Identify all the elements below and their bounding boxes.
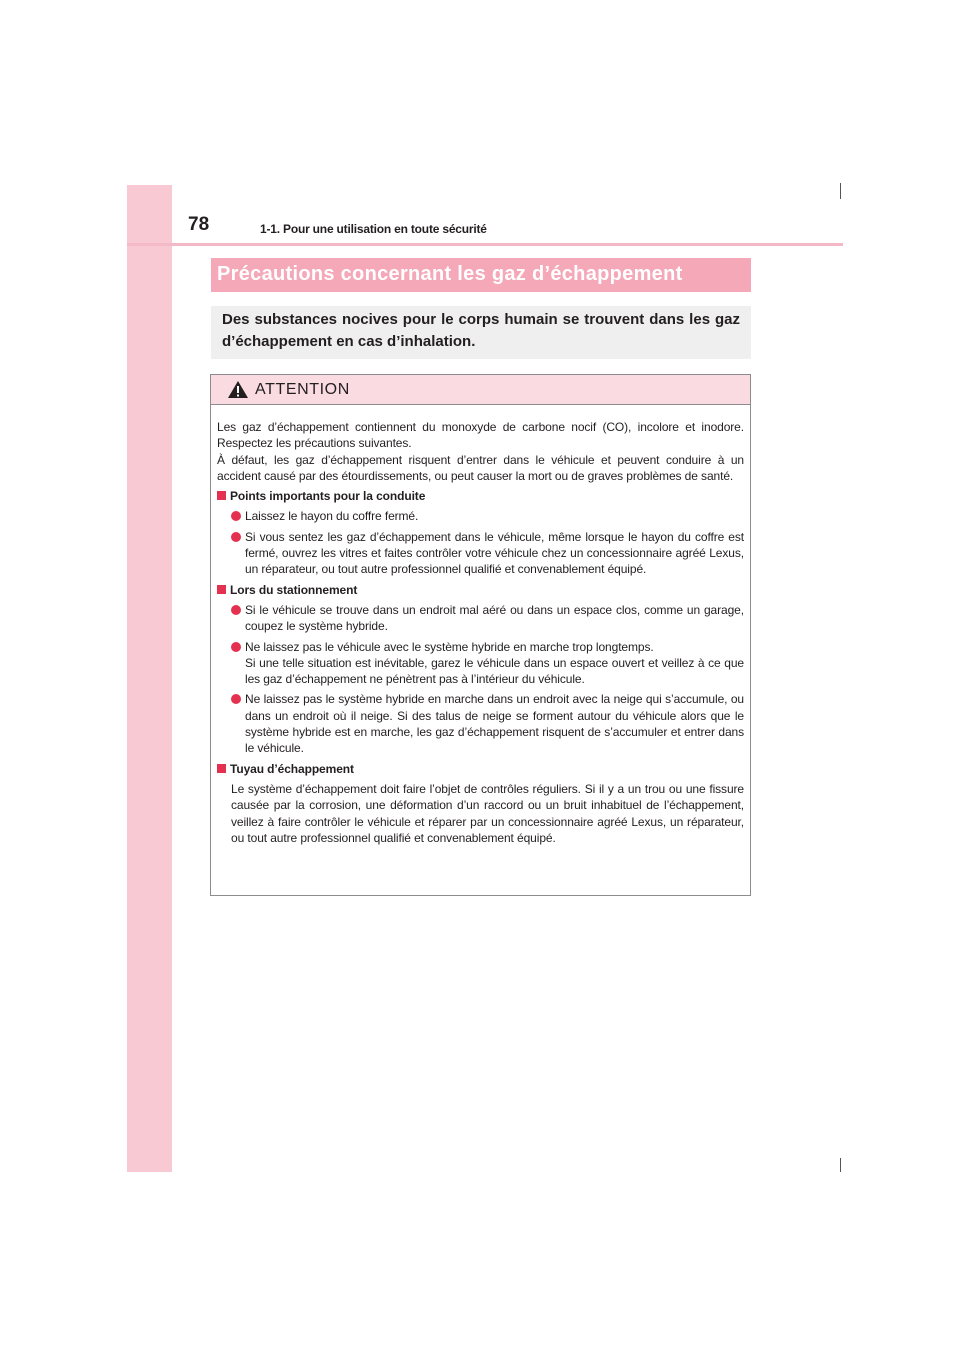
square-bullet-icon bbox=[217, 585, 226, 594]
warning-header bbox=[211, 375, 750, 405]
page-number: 78 bbox=[188, 214, 210, 235]
square-bullet-icon bbox=[217, 491, 226, 500]
crop-mark-top bbox=[840, 183, 841, 199]
list-item bbox=[217, 691, 744, 756]
side-tab-strip bbox=[127, 185, 172, 1172]
section-reference: 1-1. Pour une utilisation en toute sécurité bbox=[260, 222, 487, 236]
round-bullet-icon bbox=[231, 694, 241, 704]
list-item bbox=[217, 529, 744, 578]
warning-intro-line: Les gaz d’échappement contiennent du monoxyde de carbone nocif (CO), incolore et inodore. Respectez les précautions suivantes. bbox=[217, 420, 744, 451]
warning-triangle-icon bbox=[227, 380, 249, 399]
list-item-text: Ne laissez pas le véhicule avec le système hybride en marche trop longtemps. bbox=[245, 639, 654, 654]
warning-box bbox=[210, 374, 751, 896]
round-bullet-icon bbox=[231, 605, 241, 615]
section-heading bbox=[217, 761, 744, 777]
section-heading bbox=[217, 582, 744, 598]
round-bullet-icon bbox=[231, 642, 241, 652]
list-item-text: Si vous sentez les gaz d’échappement dans le véhicule, même lorsque le hayon du coffre est fermé, ouvrez les vitres et faites contrôler votre véhicule chez un concessionnaire agréé Lexus, un réparateur, ou tout autre professionnel qualifié et convenablement équipé. bbox=[245, 529, 744, 577]
round-bullet-icon bbox=[231, 532, 241, 542]
crop-mark-bottom bbox=[840, 1158, 841, 1172]
list-item bbox=[217, 602, 744, 635]
intro-summary: Des substances nocives pour le corps humain se trouvent dans les gaz d’échappement en cas d’inhalation. bbox=[211, 306, 751, 359]
header-rule bbox=[127, 243, 843, 246]
warning-intro-line: À défaut, les gaz d’échappement risquent d’entrer dans le véhicule et peuvent conduire à un accident causé par des étourdissements, ou peut causer la mort ou de graves problèmes de santé. bbox=[217, 452, 744, 483]
section-text: Le système d’échappement doit faire l’objet de contrôles réguliers. Si il y a un trou ou une fissure causée par la corrosion, une déformation d’un raccord ou un bruit inhabituel de l’échappement, veillez à faire contrôler le véhicule et réparer par un concessionnaire agréé Lexus, un réparateur, ou tout autre professionnel qualifié et convenablement équipé. bbox=[231, 781, 744, 845]
section-heading-text: Points importants pour la conduite bbox=[230, 489, 426, 504]
round-bullet-icon bbox=[231, 511, 241, 521]
warning-body bbox=[211, 405, 750, 846]
list-item bbox=[217, 508, 744, 524]
section-heading-text: Lors du stationnement bbox=[230, 582, 358, 597]
list-item-text: Si le véhicule se trouve dans un endroit mal aéré ou dans un espace clos, comme un garage, coupez le système hybride. bbox=[245, 602, 744, 634]
list-item-text: Si une telle situation est inévitable, garez le véhicule dans un espace ouvert et veillez à ce que les gaz d’échappement ne pénètrent pas à l’intérieur du véhicule. bbox=[245, 655, 744, 687]
page-title: Précautions concernant les gaz d’échappement bbox=[211, 258, 751, 292]
list-item-text: Laissez le hayon du coffre fermé. bbox=[245, 509, 419, 524]
square-bullet-icon bbox=[217, 764, 226, 773]
section-heading-text: Tuyau d’échappement bbox=[230, 761, 354, 776]
list-item bbox=[217, 639, 744, 688]
warning-label: ATTENTION bbox=[255, 380, 350, 398]
section-heading bbox=[217, 488, 744, 504]
list-item-text: Ne laissez pas le système hybride en marche dans un endroit avec la neige qui s’accumule, ou dans un endroit où il neige. Si des talus de neige se forment autour du véhicule alors que le système hybride est en marche, les gaz d’échappement risquent de s’accumuler et entrer dans le véhicule. bbox=[245, 692, 744, 756]
